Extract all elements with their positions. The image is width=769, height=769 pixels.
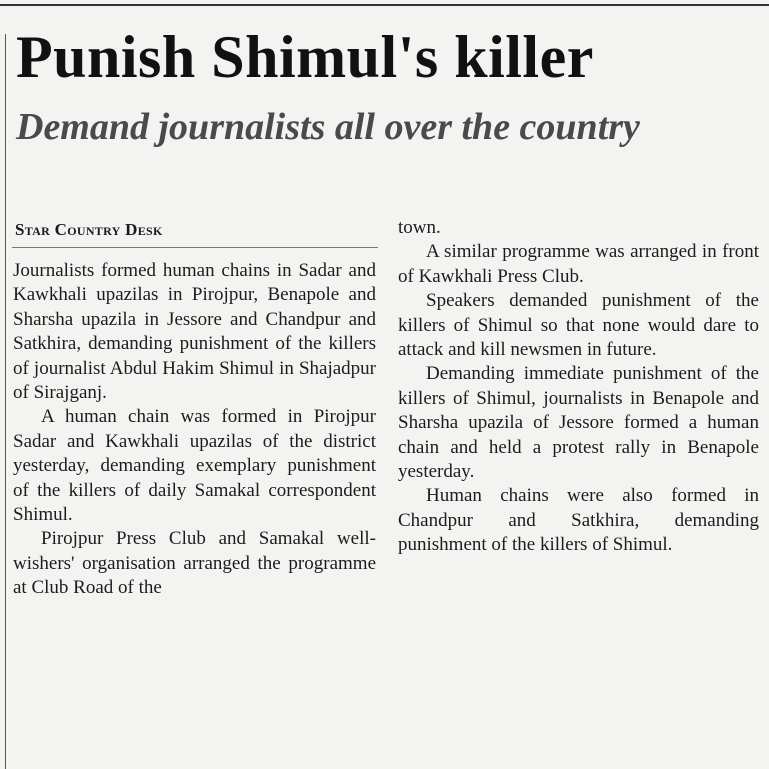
paragraph: A human chain was formed in Pirojpur Sadar and Kawkhali upazilas of the district yesterday, demanding exemplary punishment of the killers of daily Samakal correspondent Shimul. [13, 406, 376, 526]
article-column-right [398, 216, 759, 558]
byline: Star Country Desk [15, 220, 163, 239]
paragraph: Human chains were also formed in Chandpur and Satkhira, demanding punishment of the killers of Shimul. [398, 485, 759, 556]
paragraph: Journalists formed human chains in Sadar and Kawkhali upazilas in Pirojpur, Benapole and Sharsha upazila in Jessore and Chandpur and Satkhira, demanding punishment of the killers of journalist Abdul Hakim Shimul in Shajadpur of Sirajganj. [13, 260, 376, 404]
byline-rule [12, 247, 378, 248]
paragraph: Speakers demanded punishment of the killers of Shimul so that none would dare to attack and kill newsmen in future. [398, 290, 759, 361]
paragraph: Pirojpur Press Club and Samakal well-wishers' organisation arranged the programme at Club Road of the [13, 528, 376, 599]
top-rule [0, 4, 769, 6]
headline: Punish Shimul's killer [16, 24, 594, 90]
article-column-left [13, 259, 376, 601]
paragraph: town. [398, 217, 441, 238]
left-rule [5, 34, 6, 769]
subheadline: Demand journalists all over the country [16, 106, 640, 148]
paragraph: Demanding immediate punishment of the killers of Shimul, journalists in Benapole and Sharsha upazila of Jessore formed a human chain and held a protest rally in Benapole yesterday. [398, 363, 759, 483]
paragraph: A similar programme was arranged in front of Kawkhali Press Club. [398, 241, 759, 287]
